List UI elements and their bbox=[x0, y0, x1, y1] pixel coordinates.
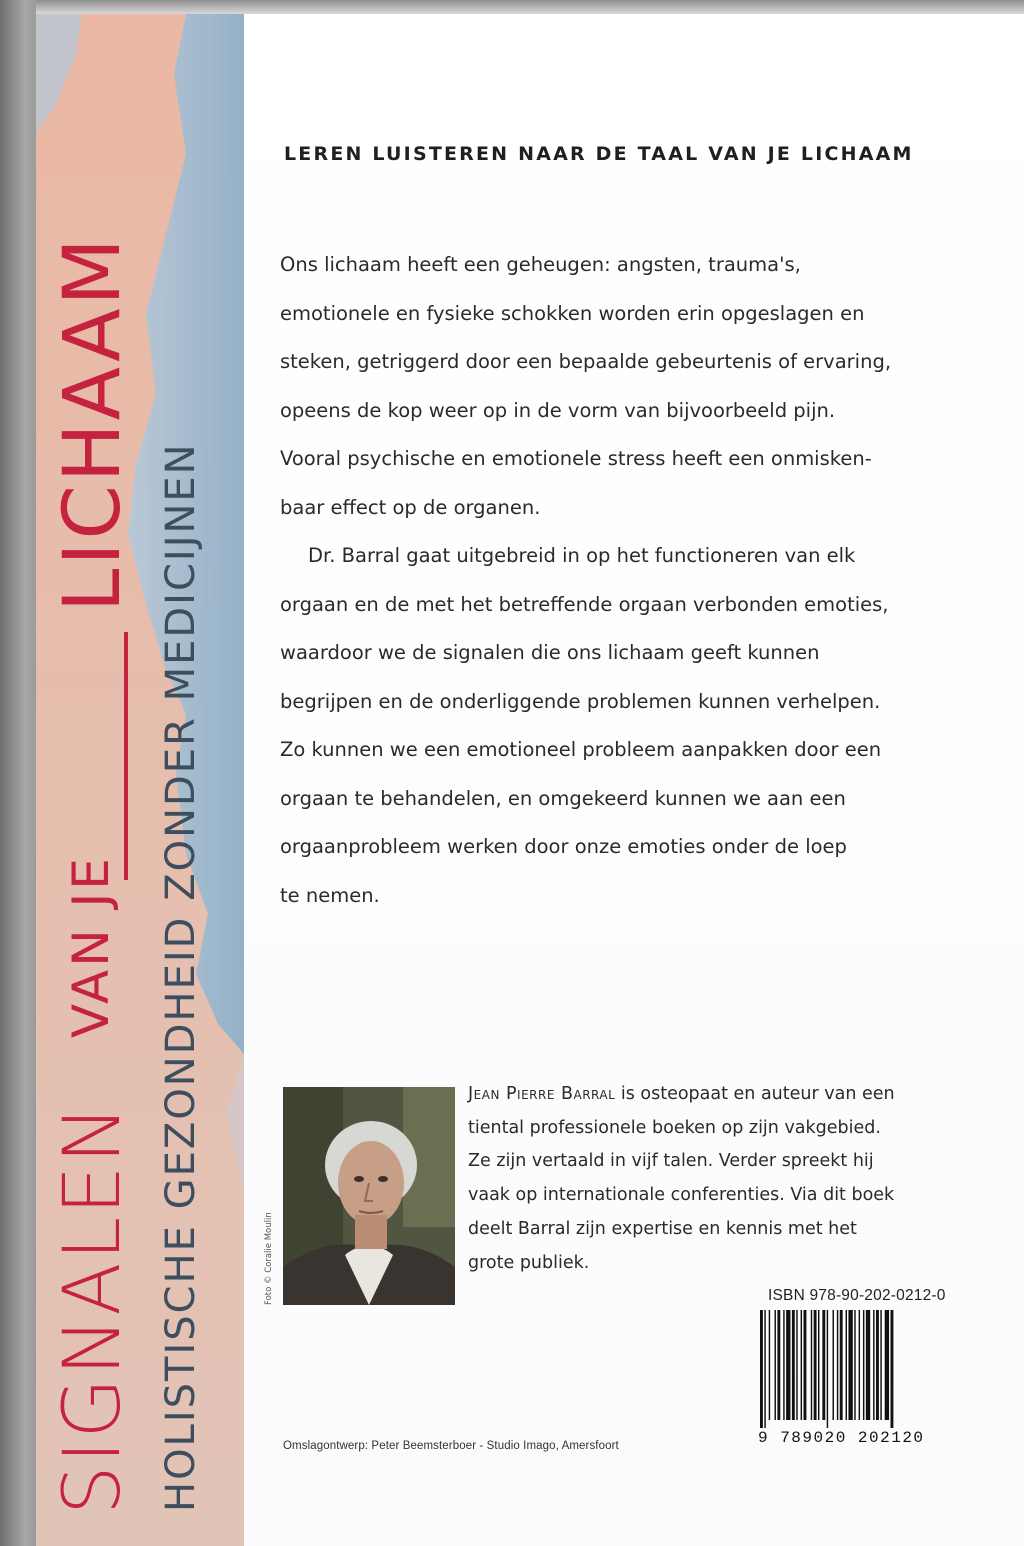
barcode-bar bbox=[764, 1310, 765, 1428]
barcode-bar bbox=[880, 1310, 881, 1420]
barcode-bar bbox=[848, 1310, 852, 1420]
blurb-line: Ons lichaam heeft een geheugen: angsten, trauma's, bbox=[280, 253, 801, 276]
spine-title-van-je: VAN JE bbox=[62, 855, 120, 1038]
barcode-bar bbox=[783, 1310, 784, 1420]
barcode-bar bbox=[769, 1310, 770, 1420]
barcode-bar bbox=[840, 1310, 843, 1420]
blurb-line: Zo kunnen we een emotioneel probleem aanpakken door een bbox=[280, 738, 882, 761]
bio-line bbox=[468, 1078, 968, 1112]
blurb-line: waardoor we de signalen die ons lichaam geeft kunnen bbox=[280, 641, 820, 664]
barcode-bar bbox=[814, 1310, 817, 1420]
barcode-bar bbox=[822, 1310, 825, 1420]
barcode-bar bbox=[801, 1310, 802, 1420]
barcode-bar bbox=[792, 1310, 795, 1420]
spine-title-lichaam: LICHAAM bbox=[48, 235, 138, 612]
blurb-line: steken, getriggerd door een bepaalde gebeurtenis of ervaring, bbox=[280, 350, 892, 373]
cover-design-credits: Omslagontwerp: Peter Beemsterboer - Studio Imago, Amersfoort bbox=[283, 1440, 619, 1452]
spine-title-signalen: SIGNALEN bbox=[48, 1103, 138, 1515]
barcode-bar bbox=[818, 1310, 819, 1420]
barcode-bar bbox=[866, 1310, 870, 1420]
bio-line-1-rest: is osteopaat en auteur van een bbox=[615, 1084, 895, 1104]
photo-credit: Foto © Coralie Moulin bbox=[264, 1212, 274, 1305]
blurb-line: begrijpen en de onderliggende problemen kunnen verhelpen. bbox=[280, 689, 881, 713]
barcode-digits: 9 789020 202120 bbox=[758, 1429, 925, 1447]
book-page-edge bbox=[0, 0, 36, 1546]
blurb-text bbox=[280, 241, 970, 920]
spine-subtitle: HOLISTISCHE GEZONDHEID ZONDER MEDICIJNEN bbox=[158, 442, 204, 1512]
author-bio bbox=[468, 1078, 968, 1280]
barcode bbox=[758, 1310, 948, 1428]
barcode-bar bbox=[854, 1310, 855, 1420]
barcode-bar bbox=[775, 1310, 776, 1420]
author-portrait-illustration bbox=[283, 1087, 455, 1305]
author-photo bbox=[283, 1087, 455, 1305]
bio-line: grote publiek. bbox=[468, 1252, 590, 1273]
book-top-edge bbox=[0, 0, 1024, 14]
bio-line: Ze zijn vertaald in vijf talen. Verder spreekt hij bbox=[468, 1151, 874, 1172]
blurb-line: orgaan en de met het betreffende orgaan verbonden emoties, bbox=[280, 592, 889, 616]
barcode-bar bbox=[859, 1310, 860, 1420]
blurb-line: te nemen. bbox=[280, 883, 380, 907]
title-underline bbox=[124, 632, 128, 880]
barcode-bar bbox=[837, 1310, 838, 1420]
barcode-bar bbox=[863, 1310, 864, 1420]
blurb-line: Dr. Barral gaat uitgebreid in op het functioneren van elk bbox=[308, 544, 856, 567]
barcode-bar bbox=[885, 1310, 889, 1420]
barcode-bar bbox=[873, 1310, 874, 1420]
author-name: Jean Pierre Barral bbox=[468, 1084, 616, 1104]
barcode-bar bbox=[786, 1310, 790, 1420]
barcode-bar bbox=[796, 1310, 797, 1420]
barcode-bar bbox=[811, 1310, 812, 1420]
bio-line: tiental professionele boeken op zijn vakgebied. bbox=[468, 1117, 881, 1138]
blurb-line: baar effect op de organen. bbox=[280, 495, 541, 519]
barcode-bar bbox=[804, 1310, 807, 1420]
barcode-bar bbox=[876, 1310, 879, 1420]
barcode-bar bbox=[777, 1310, 780, 1420]
back-heading: LEREN LUISTEREN NAAR DE TAAL VAN JE LICHAAM bbox=[284, 143, 914, 165]
bio-line: vaak op internationale conferenties. Via dit boek bbox=[468, 1185, 895, 1206]
blurb-line: orgaanprobleem werken door onze emoties onder de loep bbox=[280, 835, 847, 858]
blurb-line: emotionele en fysieke schokken worden erin opgeslagen en bbox=[280, 301, 865, 325]
blurb-line: orgaan te behandelen, en omgekeerd kunnen we aan een bbox=[280, 786, 846, 810]
barcode-bar bbox=[846, 1310, 847, 1420]
blurb-line: opeens de kop weer op in de vorm van bijvoorbeeld pijn. bbox=[280, 398, 836, 422]
isbn-text: ISBN 978-90-202-0212-0 bbox=[768, 1287, 946, 1304]
barcode-bar bbox=[827, 1310, 828, 1428]
barcode-bar bbox=[760, 1310, 763, 1428]
bio-line: deelt Barral zijn expertise en kennis met het bbox=[468, 1218, 857, 1239]
barcode-bar bbox=[833, 1310, 834, 1420]
barcode-bar bbox=[891, 1310, 894, 1428]
blurb-line: Vooral psychische en emotionele stress heeft een onmisken- bbox=[280, 447, 872, 470]
